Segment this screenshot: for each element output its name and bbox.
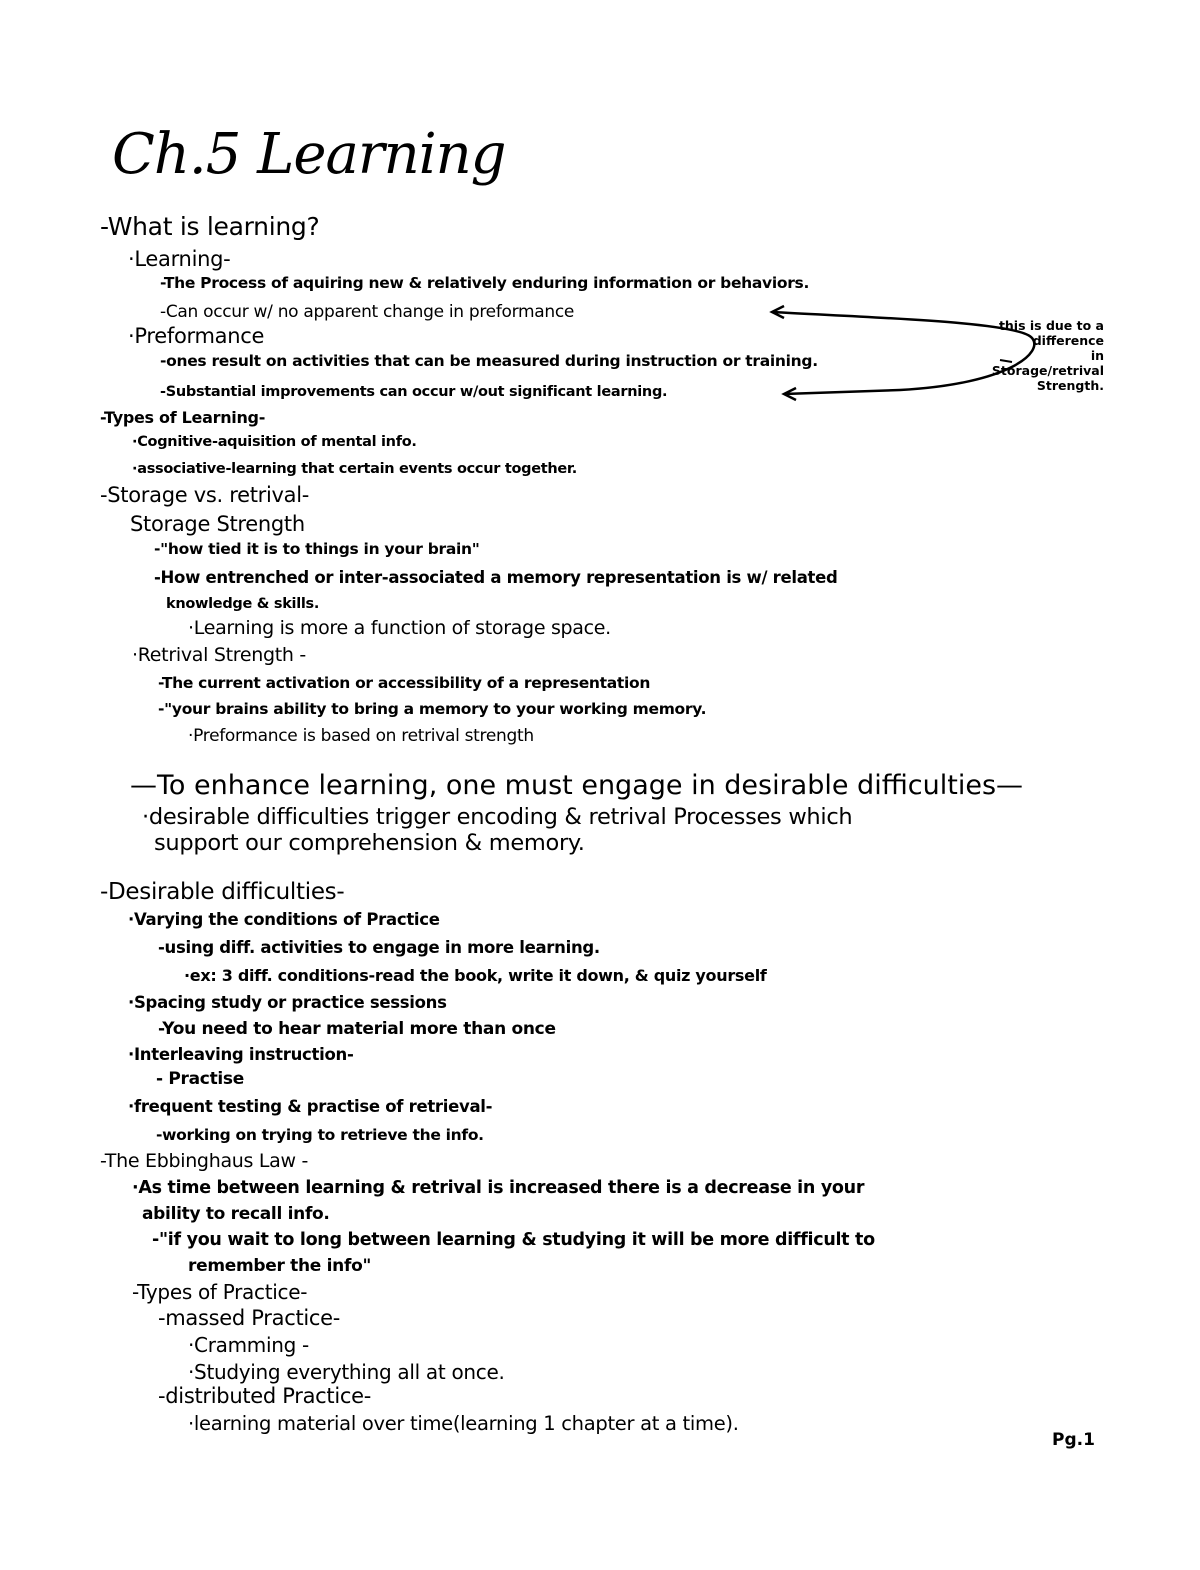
heading-what-is-learning: -What is learning? — [100, 212, 320, 241]
subheading-retrival-strength: ·Retrival Strength - — [132, 644, 306, 666]
note-line: remember the info" — [188, 1256, 372, 1276]
note-line: ·Varying the conditions of Practice — [128, 910, 440, 929]
note-line: ·Learning is more a function of storage space. — [188, 617, 611, 639]
note-line: support our comprehension & memory. — [154, 830, 585, 856]
note-line: -"your brains ability to bring a memory to your working memory. — [158, 700, 707, 718]
note-line: knowledge & skills. — [166, 596, 320, 612]
note-line: -You need to hear material more than once — [158, 1019, 556, 1039]
side-note-line: in — [1090, 348, 1104, 363]
note-line: ·Preformance is based on retrival strength — [188, 726, 534, 746]
note-line: ·ex: 3 diff. conditions-read the book, write it down, & quiz yourself — [184, 966, 767, 985]
note-line: -The current activation or accessibility of a representation — [158, 674, 651, 692]
subheading-storage-strength: Storage Strength — [130, 512, 305, 536]
note-line: -"if you wait to long between learning & studying it will be more difficult to — [152, 1230, 875, 1250]
side-note-line: Storage/retrival — [991, 363, 1104, 378]
note-line: -using diff. activities to engage in more learning. — [158, 938, 600, 957]
side-note-line: this is due to a — [998, 318, 1104, 333]
page-number: Pg.1 — [1052, 1430, 1095, 1450]
note-line: -working on trying to retrieve the info. — [156, 1126, 484, 1144]
key-statement: —To enhance learning, one must engage in desirable difficulties— — [130, 770, 1024, 801]
side-note — [974, 318, 1104, 393]
subheading-distributed-practice: -distributed Practice- — [158, 1384, 372, 1408]
heading-types-of-practice: -Types of Practice- — [132, 1280, 308, 1304]
note-line: ability to recall info. — [142, 1204, 330, 1224]
heading-storage-vs-retrival: -Storage vs. retrival- — [100, 483, 310, 507]
note-line: -Can occur w/ no apparent change in preformance — [160, 302, 575, 322]
heading-types-of-learning: -Types of Learning- — [100, 408, 266, 427]
note-line: - Practise — [156, 1069, 244, 1089]
subheading-preformance: ·Preformance — [128, 324, 265, 348]
subheading-massed-practice: -massed Practice- — [158, 1306, 341, 1330]
note-line: ·frequent testing & practise of retrieval- — [128, 1097, 493, 1116]
note-line: ·Interleaving instruction- — [128, 1045, 354, 1064]
note-line: -The Process of aquiring new & relatively enduring information or behaviors. — [160, 274, 810, 292]
arrow-head-icon — [772, 306, 784, 318]
heading-desirable-difficulties: -Desirable difficulties- — [100, 879, 345, 905]
side-note-line: difference — [1032, 333, 1104, 348]
note-line: -ones result on activities that can be measured during instruction or training. — [160, 352, 818, 370]
note-line: ·desirable difficulties trigger encoding & retrival Processes which — [142, 804, 853, 830]
side-note-line: Strength. — [1036, 378, 1104, 393]
page-title: Ch.5 Learning — [112, 122, 506, 187]
note-line: -How entrenched or inter-associated a memory representation is w/ related — [154, 568, 838, 587]
note-line: ·Cognitive-aquisition of mental info. — [132, 434, 417, 450]
arrow-head-icon — [784, 388, 796, 400]
note-line: -Substantial improvements can occur w/out significant learning. — [160, 384, 668, 400]
note-line: ·Studying everything all at once. — [188, 1360, 505, 1384]
note-line: ·learning material over time(learning 1 chapter at a time). — [188, 1412, 739, 1435]
note-line: ·Cramming - — [188, 1333, 309, 1357]
note-line: ·As time between learning & retrival is increased there is a decrease in your — [132, 1178, 865, 1198]
note-line: ·associative-learning that certain events occur together. — [132, 461, 577, 477]
subheading-learning: ·Learning- — [128, 247, 231, 271]
note-line: -"how tied it is to things in your brain" — [154, 540, 480, 558]
note-line: ·Spacing study or practice sessions — [128, 993, 447, 1012]
heading-ebbinghaus-law: -The Ebbinghaus Law - — [100, 1150, 309, 1172]
